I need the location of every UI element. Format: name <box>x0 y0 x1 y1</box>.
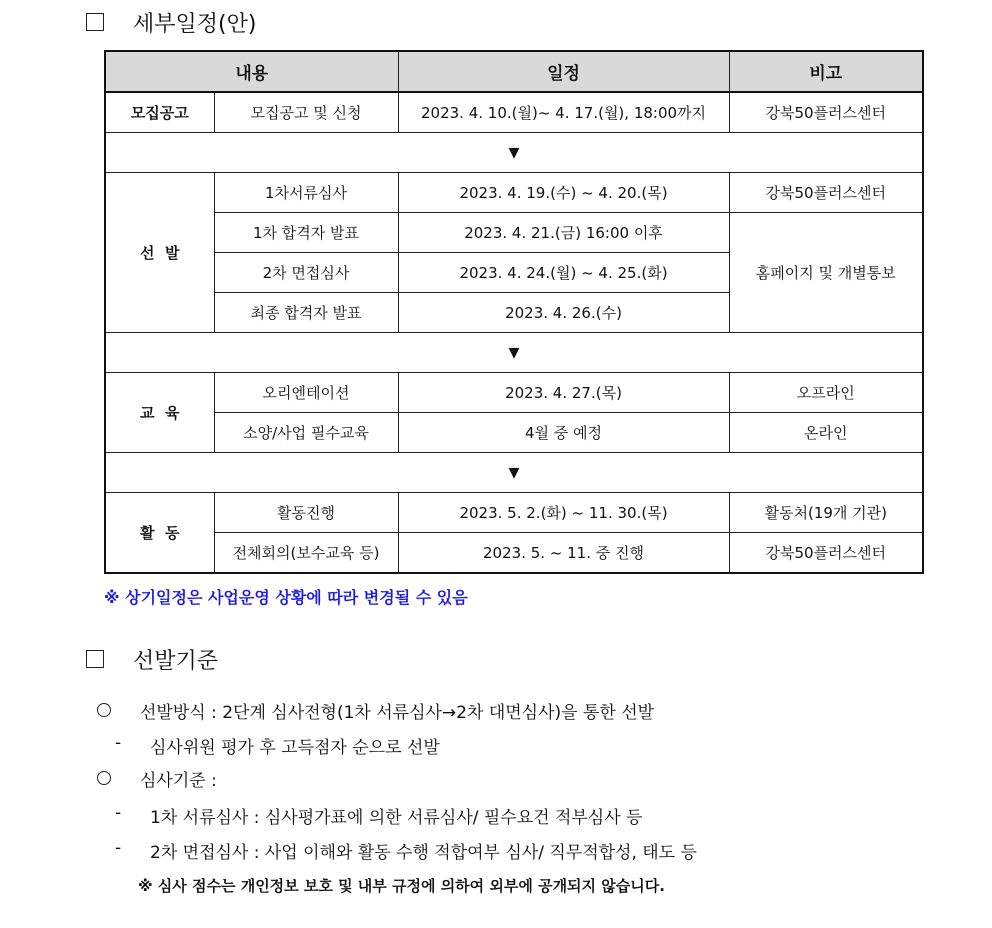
circle-bullet-icon <box>97 771 111 785</box>
category-education: 교 육 <box>105 373 214 453</box>
item-cell: 모집공고 및 신청 <box>214 92 398 133</box>
item-cell: 2차 면접심사 <box>214 253 398 293</box>
score-disclosure-note: ※ 심사 점수는 개인정보 보호 및 내부 규정에 의하여 외부에 공개되지 않습니다. <box>138 877 665 895</box>
section-checkbox-icon <box>86 13 104 31</box>
header-content: 내용 <box>105 51 398 92</box>
schedule-cell: 2023. 4. 19.(수) ~ 4. 20.(목) <box>398 173 729 213</box>
table-row <box>105 92 923 133</box>
table-row <box>105 213 923 253</box>
schedule-cell: 2023. 4. 27.(목) <box>398 373 729 413</box>
item-cell: 1차 합격자 발표 <box>214 213 398 253</box>
dash-bullet: - <box>115 733 122 753</box>
table-row <box>105 533 923 574</box>
schedule-cell: 2023. 4. 10.(월)~ 4. 17.(월), 18:00까지 <box>398 92 729 133</box>
note-cell: 강북50플러스센터 <box>729 92 923 133</box>
selection-method: 선발방식 : 2단계 심사전형(1차 서류심사→2차 대면심사)을 통한 선발 <box>140 703 655 723</box>
header-schedule: 일정 <box>398 51 729 92</box>
dash-bullet: - <box>115 803 122 823</box>
schedule-cell: 2023. 4. 21.(금) 16:00 이후 <box>398 213 729 253</box>
schedule-cell: 4월 중 예정 <box>398 413 729 453</box>
category-selection: 선 발 <box>105 173 214 333</box>
table-row <box>105 413 923 453</box>
criteria-label: 심사기준 : <box>140 771 217 791</box>
note-cell-merged: 홈페이지 및 개별통보 <box>729 213 923 333</box>
note-cell: 온라인 <box>729 413 923 453</box>
section-title-schedule: 세부일정(안) <box>133 12 257 37</box>
circle-bullet-icon <box>97 703 111 717</box>
item-cell: 소양/사업 필수교육 <box>214 413 398 453</box>
down-arrow-icon: ▼ <box>105 453 923 493</box>
schedule-cell: 2023. 4. 26.(수) <box>398 293 729 333</box>
category-activity: 활 동 <box>105 493 214 574</box>
down-arrow-icon: ▼ <box>105 333 923 373</box>
section-checkbox-icon <box>86 650 104 668</box>
table-row <box>105 373 923 413</box>
note-cell: 강북50플러스센터 <box>729 533 923 574</box>
schedule-change-note: ※ 상기일정은 사업운영 상황에 따라 변경될 수 있음 <box>104 588 468 607</box>
note-cell: 오프라인 <box>729 373 923 413</box>
note-cell: 강북50플러스센터 <box>729 173 923 213</box>
section-title-criteria: 선발기준 <box>133 649 219 674</box>
criteria-first: 1차 서류심사 : 심사평가표에 의한 서류심사/ 필수요건 적부심사 등 <box>150 808 643 828</box>
selection-method-detail: 심사위원 평가 후 고득점자 순으로 선발 <box>150 738 440 758</box>
item-cell: 전체회의(보수교육 등) <box>214 533 398 574</box>
down-arrow-icon: ▼ <box>105 133 923 173</box>
item-cell: 활동진행 <box>214 493 398 533</box>
header-note: 비고 <box>729 51 923 92</box>
item-cell: 1차서류심사 <box>214 173 398 213</box>
schedule-cell: 2023. 4. 24.(월) ~ 4. 25.(화) <box>398 253 729 293</box>
note-cell: 활동처(19개 기관) <box>729 493 923 533</box>
schedule-cell: 2023. 5. ~ 11. 중 진행 <box>398 533 729 574</box>
schedule-cell: 2023. 5. 2.(화) ~ 11. 30.(목) <box>398 493 729 533</box>
schedule-table <box>104 50 924 574</box>
table-row <box>105 173 923 213</box>
criteria-second: 2차 면접심사 : 사업 이해와 활동 수행 적합여부 심사/ 직무적합성, 태도 등 <box>150 843 697 863</box>
dash-bullet: - <box>115 838 122 858</box>
table-row <box>105 493 923 533</box>
item-cell: 최종 합격자 발표 <box>214 293 398 333</box>
category-recruit: 모집공고 <box>105 92 214 133</box>
table-header-row <box>105 51 923 92</box>
item-cell: 오리엔테이션 <box>214 373 398 413</box>
